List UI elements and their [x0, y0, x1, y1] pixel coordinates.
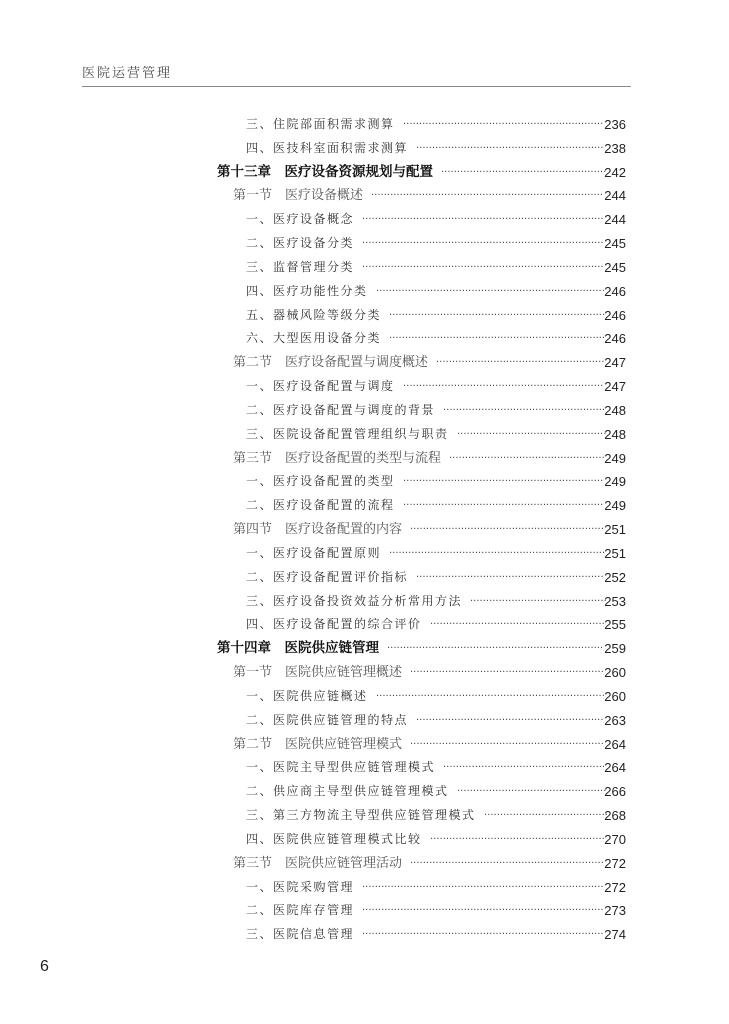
dot-leader: ······················································· — [430, 833, 605, 845]
dot-leader: ········································································ — [376, 690, 605, 702]
toc-entry-item[interactable] — [0, 375, 729, 399]
toc-entry-item[interactable] — [0, 685, 729, 709]
dot-leader: ············································································ — [362, 261, 604, 273]
toc-entry-page-number: 268 — [604, 808, 626, 824]
dot-leader: ······················································· — [430, 619, 605, 631]
toc-entry-title: 第四节 医疗设备配置的内容 — [233, 522, 403, 538]
toc-entry-title: 五、器械风险等级分类 — [246, 307, 382, 322]
toc-entry-chapter[interactable] — [0, 637, 729, 661]
toc-entry-title: 四、医疗功能性分类 — [246, 283, 368, 298]
toc-entry-page-number: 264 — [604, 760, 626, 776]
toc-entry-title: 第三节 医疗设备配置的类型与流程 — [233, 450, 442, 466]
table-of-contents — [0, 113, 729, 947]
toc-entry-item[interactable] — [0, 256, 729, 280]
toc-entry-chapter[interactable] — [0, 161, 729, 185]
toc-entry-title: 第二节 医疗设备配置与调度概述 — [233, 355, 429, 371]
toc-entry-title: 二、医疗设备配置评价指标 — [246, 569, 409, 584]
dot-leader: ····························································· — [410, 524, 604, 536]
toc-entry-page-number: 238 — [604, 140, 626, 156]
toc-entry-page-number: 249 — [604, 474, 626, 490]
dot-leader: ············································································ — [362, 238, 604, 250]
toc-entry-title: 二、医疗设备分类 — [246, 236, 355, 251]
toc-entry-page-number: 247 — [604, 379, 626, 395]
toc-entry-title: 第一节 医院供应链管理概述 — [233, 665, 403, 681]
toc-entry-item[interactable] — [0, 899, 729, 923]
dot-leader: ····························································· — [410, 738, 604, 750]
dot-leader: ···································································· — [387, 643, 604, 655]
toc-entry-item[interactable] — [0, 494, 729, 518]
dot-leader: ········································································· — [371, 190, 604, 202]
toc-entry-page-number: 246 — [604, 307, 626, 323]
dot-leader: ······························································· — [403, 500, 604, 512]
toc-entry-page-number: 270 — [604, 831, 626, 847]
toc-entry-title: 三、第三方物流主导型供应链管理模式 — [246, 808, 476, 823]
toc-entry-section[interactable] — [0, 351, 729, 375]
toc-entry-page-number: 260 — [604, 665, 626, 681]
toc-entry-item[interactable] — [0, 542, 729, 566]
dot-leader: ···································································· — [389, 333, 606, 345]
dot-leader: ············································································ — [362, 214, 604, 226]
toc-entry-page-number: 249 — [604, 450, 626, 466]
toc-entry-page-number: 255 — [604, 617, 626, 633]
toc-entry-title: 第十三章 医疗设备资源规划与配置 — [217, 163, 433, 180]
toc-entry-section[interactable] — [0, 184, 729, 208]
dot-leader: ····························································· — [410, 857, 604, 869]
toc-entry-title: 第三节 医院供应链管理活动 — [233, 855, 403, 871]
dot-leader: ···················································· — [441, 166, 607, 178]
toc-entry-item[interactable] — [0, 828, 729, 852]
toc-entry-item[interactable] — [0, 304, 729, 328]
toc-entry-title: 三、医疗设备投资效益分析常用方法 — [246, 593, 463, 608]
page-number: 6 — [40, 958, 49, 975]
toc-entry-section[interactable] — [0, 447, 729, 471]
toc-entry-title: 二、医院库存管理 — [246, 903, 355, 918]
toc-entry-item[interactable] — [0, 470, 729, 494]
dot-leader: ···································································· — [389, 309, 606, 321]
dot-leader: ··········································· — [470, 595, 607, 607]
dot-leader: ············································································ — [362, 881, 604, 893]
dot-leader: ··························································· — [416, 571, 604, 583]
toc-entry-title: 第十四章 医院供应链管理 — [217, 640, 379, 657]
toc-entry-title: 三、住院部面积需求测算 — [246, 117, 395, 131]
dot-leader: ··························································· — [416, 714, 604, 726]
toc-entry-title: 一、医疗设备配置原则 — [246, 545, 382, 560]
toc-entry-page-number: 266 — [604, 784, 626, 800]
dot-leader: ··················································· — [443, 762, 606, 774]
dot-leader: ······························································· — [403, 476, 604, 488]
toc-entry-item[interactable] — [0, 709, 729, 733]
toc-entry-page-number: 244 — [604, 188, 626, 204]
toc-entry-item[interactable] — [0, 804, 729, 828]
toc-entry-title: 四、医院供应链管理模式比较 — [246, 831, 422, 846]
toc-entry-title: 三、医院信息管理 — [246, 927, 355, 942]
toc-entry-page-number: 272 — [604, 879, 626, 895]
toc-entry-page-number: 263 — [604, 712, 626, 728]
dot-leader: ···································································· — [389, 547, 606, 559]
toc-entry-page-number: 248 — [604, 402, 626, 418]
toc-entry-page-number: 253 — [604, 593, 626, 609]
toc-entry-page-number: 251 — [604, 522, 626, 538]
toc-entry-item[interactable] — [0, 923, 729, 947]
dot-leader: ········································································ — [376, 285, 605, 297]
toc-entry-page-number: 274 — [604, 927, 626, 943]
toc-entry-page-number: 252 — [604, 569, 626, 585]
toc-entry-section[interactable] — [0, 518, 729, 542]
toc-entry-title: 六、大型医用设备分类 — [246, 331, 382, 346]
toc-entry-section[interactable] — [0, 661, 729, 685]
toc-entry-title: 一、医院主导型供应链管理模式 — [246, 760, 436, 775]
toc-entry-item[interactable] — [0, 780, 729, 804]
toc-entry-title: 一、医疗设备配置与调度 — [246, 379, 395, 394]
toc-entry-page-number: 246 — [604, 283, 626, 299]
toc-entry-page-number: 260 — [604, 688, 626, 704]
toc-entry-page-number: 273 — [604, 903, 626, 919]
dot-leader: ················································· — [449, 452, 605, 464]
toc-entry-item[interactable] — [0, 232, 729, 256]
toc-entry-page-number: 272 — [604, 855, 626, 871]
toc-entry-title: 第二节 医院供应链管理模式 — [233, 736, 403, 752]
toc-entry-page-number: 244 — [604, 212, 626, 228]
toc-entry-page-number: 246 — [604, 331, 626, 347]
toc-entry-title: 二、供应商主导型供应链管理模式 — [246, 784, 449, 799]
toc-entry-item[interactable] — [0, 566, 729, 590]
dot-leader: ··················································· — [443, 404, 606, 416]
toc-entry-section[interactable] — [0, 733, 729, 757]
dot-leader: ······································· — [484, 810, 608, 822]
toc-entry-page-number: 264 — [604, 736, 626, 752]
dot-leader: ······························································· — [403, 119, 604, 130]
header-divider — [82, 86, 631, 87]
toc-entry-item[interactable] — [0, 613, 729, 637]
toc-entry-title: 一、医院供应链概述 — [246, 688, 368, 703]
toc-entry-item[interactable] — [0, 756, 729, 780]
toc-entry-title: 一、医疗设备配置的类型 — [246, 474, 395, 489]
toc-entry-item[interactable] — [0, 327, 729, 351]
toc-entry-item[interactable] — [0, 208, 729, 232]
toc-entry-page-number: 259 — [604, 641, 626, 657]
toc-entry-item[interactable] — [0, 399, 729, 423]
toc-entry-page-number: 242 — [604, 164, 626, 180]
toc-entry-item[interactable] — [0, 280, 729, 304]
toc-entry-title: 第一节 医疗设备概述 — [233, 188, 364, 204]
toc-entry-item[interactable] — [0, 423, 729, 447]
toc-entry-item[interactable] — [0, 590, 729, 614]
dot-leader: ··············································· — [457, 428, 607, 440]
dot-leader: ············································································ — [362, 929, 604, 941]
toc-entry-page-number: 245 — [604, 259, 626, 275]
dot-leader: ····························································· — [410, 667, 604, 679]
toc-entry-page-number: 251 — [604, 545, 626, 561]
dot-leader: ··············································· — [457, 786, 607, 798]
toc-entry-title: 二、医院供应链管理的特点 — [246, 712, 409, 727]
toc-entry-page-number: 249 — [604, 498, 626, 514]
toc-entry-title: 四、医疗设备配置的综合评价 — [246, 617, 422, 632]
toc-entry-title: 二、医疗设备配置的流程 — [246, 498, 395, 513]
toc-entry-title: 一、医院采购管理 — [246, 879, 355, 894]
toc-entry-section[interactable] — [0, 852, 729, 876]
toc-entry-page-number: 248 — [604, 426, 626, 442]
toc-entry-page-number: 247 — [604, 355, 626, 371]
dot-leader: ············································································ — [362, 905, 604, 917]
dot-leader: ····················································· — [436, 357, 605, 369]
toc-entry-title: 三、医院设备配置管理组织与职责 — [246, 426, 449, 441]
toc-entry-page-number: 236 — [604, 117, 626, 132]
toc-entry-item[interactable] — [0, 137, 729, 161]
toc-entry-item[interactable] — [0, 113, 729, 137]
toc-entry-item[interactable] — [0, 876, 729, 900]
toc-entry-title: 四、医技科室面积需求测算 — [246, 140, 409, 155]
dot-leader: ··························································· — [416, 142, 604, 154]
toc-entry-page-number: 245 — [604, 236, 626, 252]
toc-entry-title: 二、医疗设备配置与调度的背景 — [246, 402, 436, 417]
dot-leader: ······························································· — [403, 381, 604, 393]
toc-entry-title: 三、监督管理分类 — [246, 259, 355, 274]
toc-entry-title: 一、医疗设备概念 — [246, 212, 355, 227]
running-header-title: 医院运营管理 — [82, 66, 173, 81]
